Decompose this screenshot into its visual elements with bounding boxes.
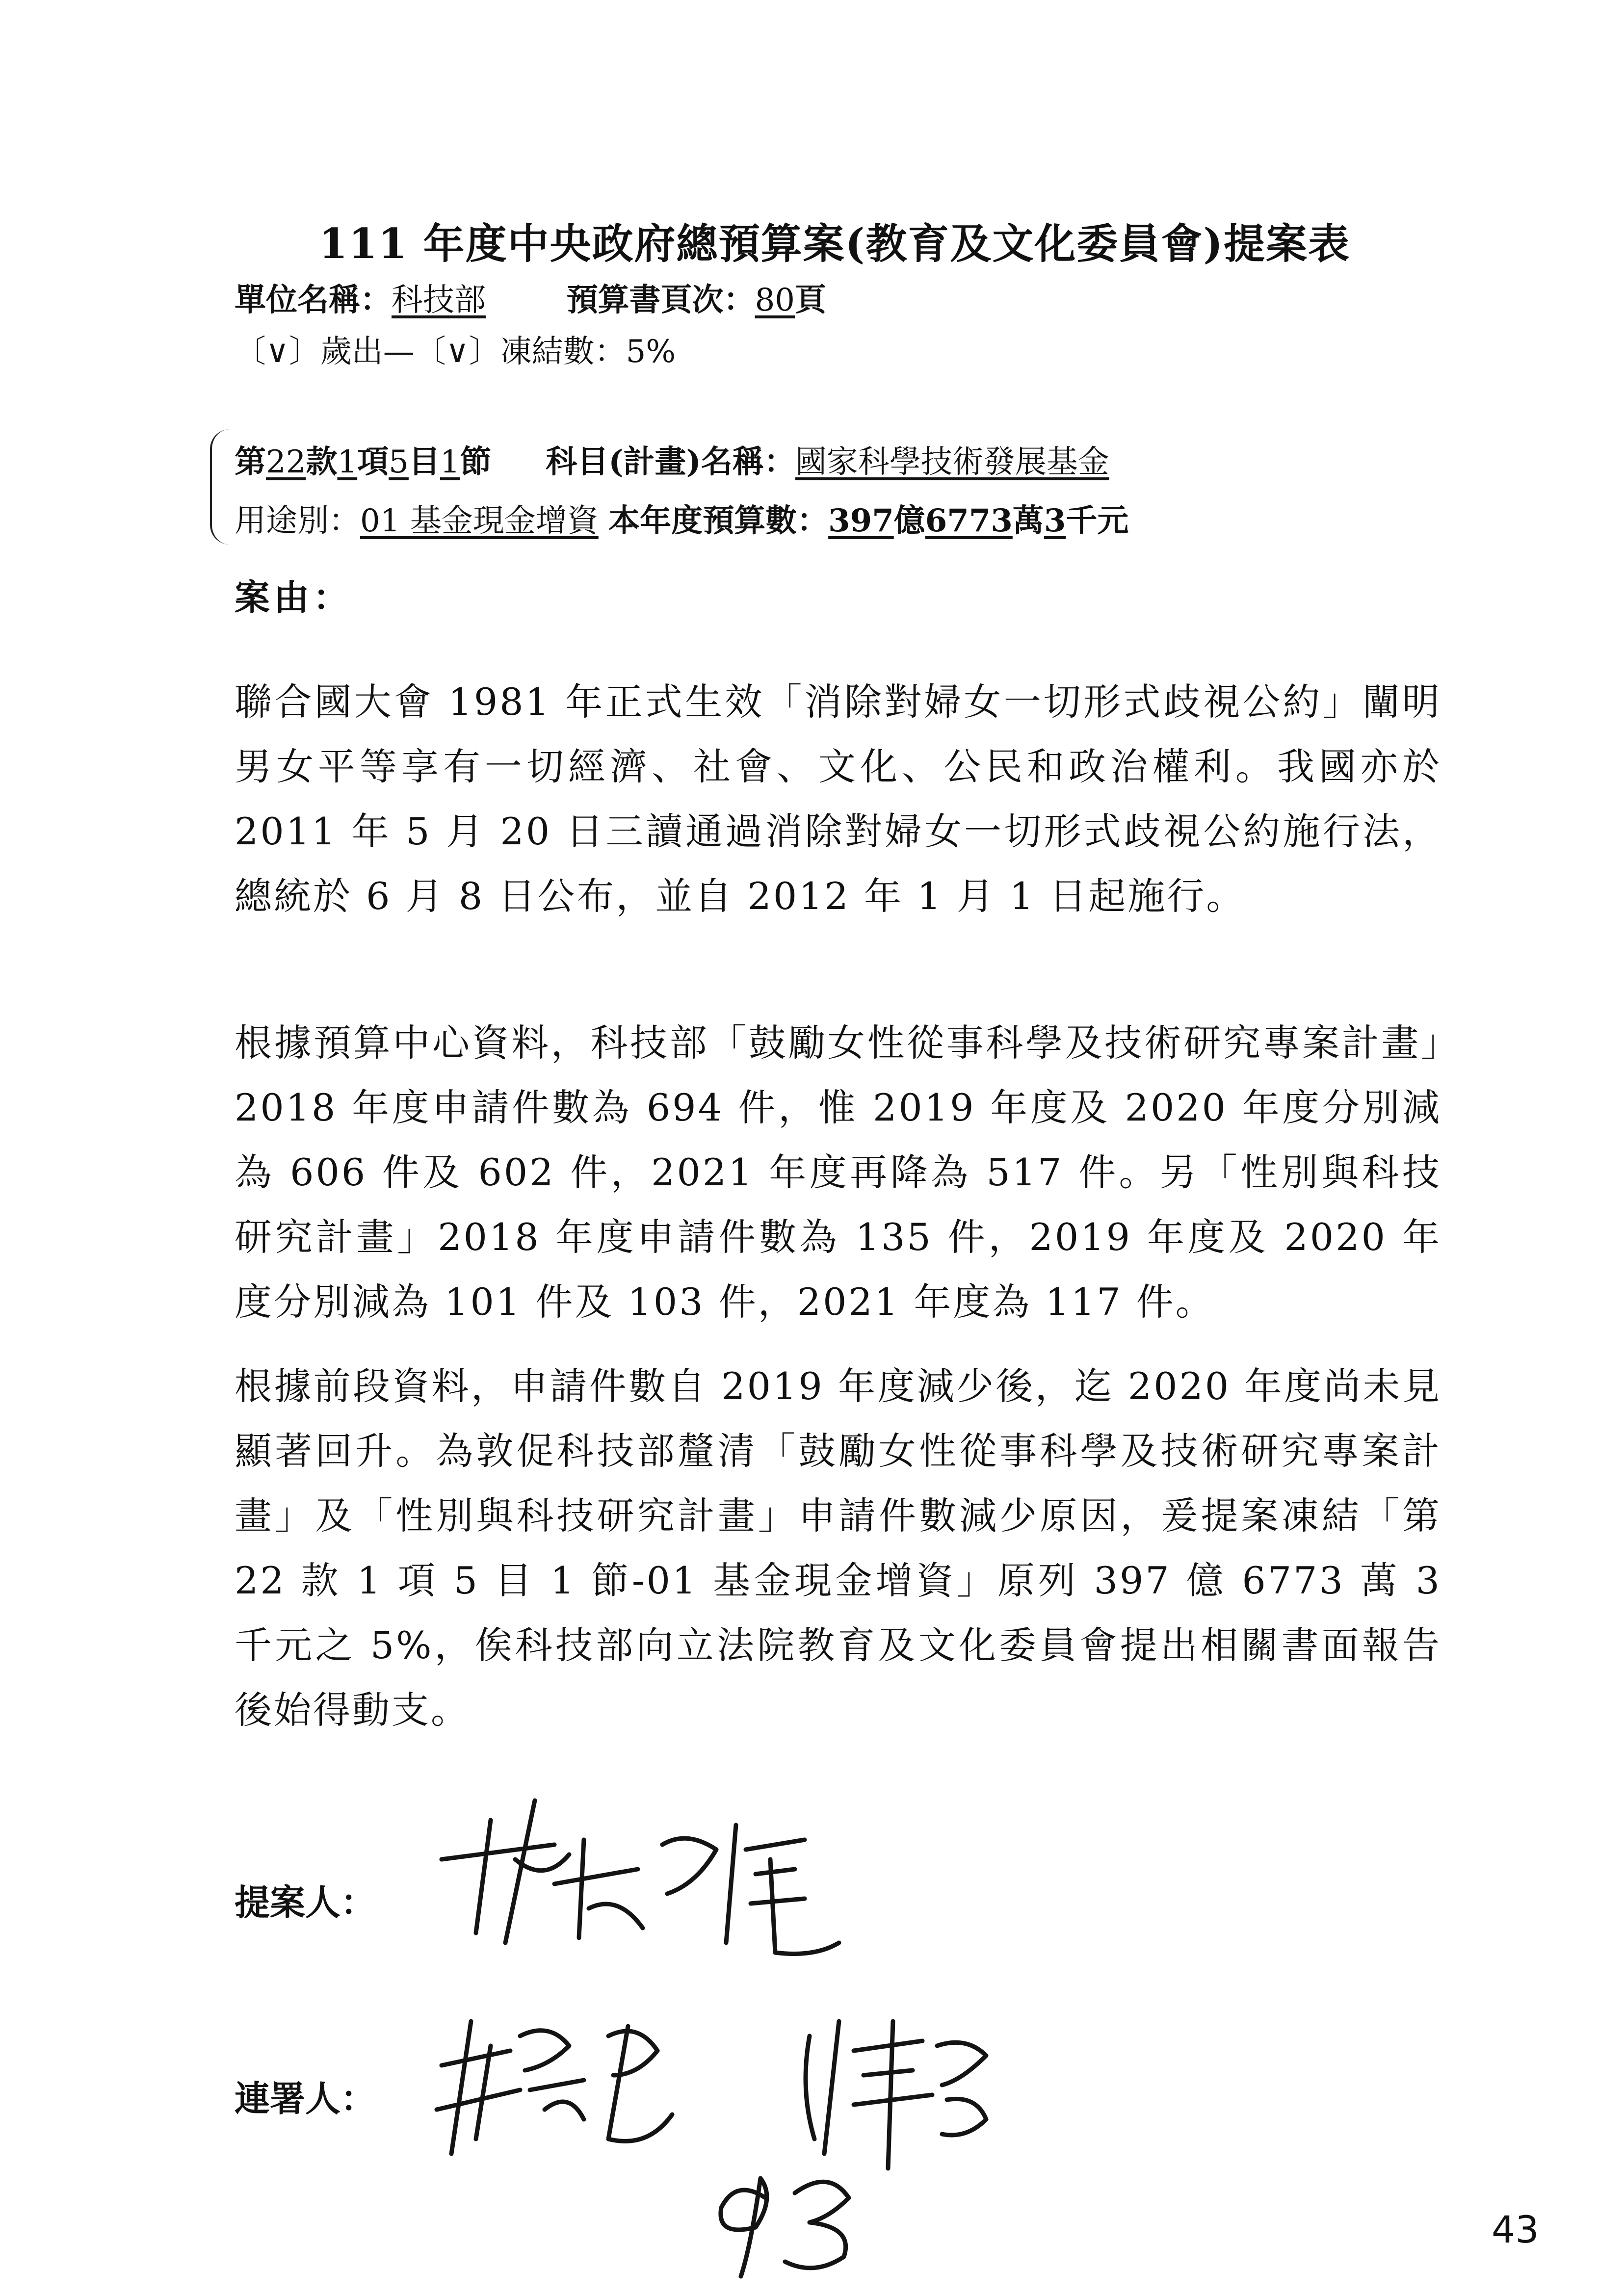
mu-value: 5 bbox=[389, 444, 409, 480]
kuan-label: 款 bbox=[306, 444, 338, 480]
budget-qian: 3 bbox=[1044, 502, 1066, 539]
xiang-label: 項 bbox=[357, 444, 389, 480]
item-bracket bbox=[210, 429, 230, 545]
jie-value: 1 bbox=[440, 444, 460, 480]
budget-row bbox=[235, 496, 1128, 541]
cosigner-label: 連署人： bbox=[235, 2078, 376, 2119]
subject-label: 科目(計畫)名稱： bbox=[546, 444, 795, 480]
unit-value: 科技部 bbox=[392, 282, 486, 318]
budget-yi: 397 bbox=[828, 502, 894, 539]
budget-wan: 6773 bbox=[925, 502, 1013, 539]
page-title: 111 年度中央政府總預算案(教育及文化委員會)提案表 bbox=[319, 219, 1351, 268]
unit-label: 單位名稱： bbox=[235, 282, 392, 318]
use-value: 01 基金現金增資 bbox=[360, 503, 599, 539]
paragraph-2: 根據預算中心資料，科技部「鼓勵女性從事科學及技術研究專案計畫」2018 年度申請件數為 694 件，惟 2019 年度及 2020 年度分別減為 606 件及 602 件，2021 年度再降為 517 件。另「性別與科技研究計畫」2018 年度申請件數為 135 件，2019 年度及 2020 年度分別減為 101 件及 103 件，2021 年度為 117 件。 bbox=[235, 1021, 1441, 1324]
jie-label: 節 bbox=[460, 444, 492, 480]
paragraph-3: 根據前段資料，申請件數自 2019 年度減少後，迄 2020 年度尚未見顯著回升。為敦促科技部釐清「鼓勵女性從事科學及技術研究專案計畫」及「性別與科技研究計畫」申請件數減少原因，爰提案凍結「第 22 款 1 項 5 目 1 節-01 基金現金增資」原列 397 億 6773 萬 3 千元之 5%，俟科技部向立法院教育及文化委員會提出相關書面報告後始得動支。 bbox=[235, 1364, 1441, 1732]
paragraph-1: 聯合國大會 1981 年正式生效「消除對婦女一切形式歧視公約」闡明男女平等享有一切經濟、社會、文化、公民和政治權利。我國亦於 2011 年 5 月 20 日三讀通過消除對婦女一切形式歧視公約施行法，總統於 6 月 8 日公布，並自 2012 年 1 月 1 日起施行。 bbox=[235, 680, 1441, 918]
page-number: 43 bbox=[1492, 2208, 1539, 2251]
page-ref-label: 預算書頁次： bbox=[566, 282, 755, 318]
subject-value: 國家科學技術發展基金 bbox=[795, 444, 1109, 480]
budget-qian-label: 千元 bbox=[1066, 502, 1129, 539]
budget-label: 本年度預算數： bbox=[608, 502, 829, 539]
mu-label: 目 bbox=[408, 444, 440, 480]
kuan-value: 22 bbox=[266, 444, 306, 480]
cosigner-signatures bbox=[422, 1992, 1109, 2286]
use-label: 用途別： bbox=[235, 503, 360, 539]
page-ref-value: 80 bbox=[755, 282, 795, 318]
reason-heading: 案由： bbox=[235, 576, 353, 618]
freeze-row: 〔∨〕歲出—〔∨〕凍結數：5% bbox=[235, 334, 676, 370]
proposer-label: 提案人： bbox=[235, 1881, 376, 1923]
kuan-prefix: 第 bbox=[235, 444, 266, 480]
proposer-signature bbox=[432, 1786, 873, 1972]
budget-wan-label: 萬 bbox=[1012, 502, 1044, 539]
unit-row bbox=[235, 275, 826, 320]
item-row bbox=[235, 437, 1109, 482]
budget-yi-label: 億 bbox=[893, 502, 925, 539]
xiang-value: 1 bbox=[337, 444, 358, 480]
page-ref-suffix: 頁 bbox=[795, 282, 826, 318]
